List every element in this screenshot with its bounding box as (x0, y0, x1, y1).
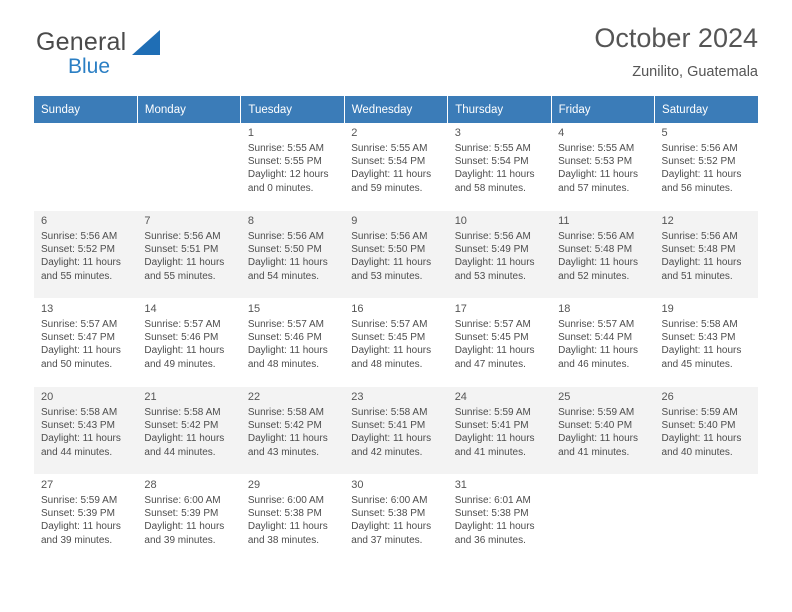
day-info-line: and 46 minutes. (558, 358, 630, 370)
day-number: 17 (454, 303, 467, 315)
day-info-line: Sunset: 5:39 PM (144, 508, 219, 520)
day-info-line: Sunset: 5:46 PM (247, 332, 322, 344)
day-info-line: Daylight: 11 hours (454, 521, 535, 533)
calendar-day-cell[interactable] (655, 299, 758, 387)
day-info-line: Daylight: 11 hours (454, 169, 535, 181)
day-info-line: Daylight: 11 hours (351, 257, 432, 269)
day-number: 21 (144, 391, 157, 403)
calendar-day-cell[interactable] (448, 475, 551, 563)
day-info-line: Sunrise: 5:58 AM (351, 407, 428, 418)
logo-triangle-icon (132, 30, 160, 55)
day-info-line: Sunset: 5:49 PM (454, 244, 529, 256)
calendar-day-cell[interactable] (34, 299, 137, 387)
day-sun-info (455, 230, 545, 283)
day-info-line: Daylight: 11 hours (247, 433, 328, 445)
day-info-line: Daylight: 11 hours (661, 257, 742, 269)
day-sun-info (455, 318, 545, 371)
day-info-line: Sunset: 5:44 PM (558, 332, 633, 344)
day-info-line: Daylight: 12 hours (247, 169, 329, 181)
weekday-header-friday: Friday (551, 96, 654, 123)
day-info-line: Daylight: 11 hours (351, 521, 432, 533)
day-info-line: Sunrise: 6:00 AM (144, 495, 221, 506)
calendar-day-cell[interactable] (344, 299, 447, 387)
day-info-line: and 58 minutes. (454, 182, 526, 194)
day-number: 7 (144, 215, 151, 227)
day-info-line: Daylight: 11 hours (558, 345, 638, 357)
day-number: 12 (661, 215, 674, 227)
day-sun-info (662, 142, 752, 195)
day-info-line: Sunrise: 5:59 AM (558, 407, 635, 418)
day-sun-info (558, 318, 648, 371)
day-info-line: Sunset: 5:45 PM (351, 332, 426, 344)
day-info-line: Daylight: 11 hours (144, 521, 225, 533)
logo-text-general: General (36, 28, 127, 56)
day-info-line: Sunset: 5:41 PM (454, 420, 529, 432)
day-info-line: and 39 minutes. (144, 534, 216, 546)
weekday-header-thursday: Thursday (448, 96, 551, 123)
calendar-week-row (34, 475, 758, 563)
day-info-line: Sunrise: 5:55 AM (247, 143, 324, 154)
day-number: 14 (144, 303, 157, 315)
day-info-line: Daylight: 11 hours (144, 345, 225, 357)
day-number: 15 (247, 303, 261, 315)
day-info-line: Daylight: 11 hours (351, 345, 432, 357)
day-info-line: Sunrise: 5:55 AM (558, 143, 635, 154)
day-info-line: Sunset: 5:48 PM (558, 244, 633, 256)
day-info-line: and 48 minutes. (247, 358, 320, 370)
day-number: 3 (454, 127, 461, 139)
day-info-line: Sunrise: 5:56 AM (41, 231, 118, 242)
calendar-day-cell[interactable] (241, 387, 344, 475)
day-info-line: Sunrise: 6:01 AM (454, 495, 531, 506)
calendar-day-cell[interactable] (344, 211, 447, 299)
day-sun-info (351, 318, 441, 371)
calendar-day-cell[interactable] (448, 211, 551, 299)
calendar-day-cell[interactable] (551, 123, 654, 211)
calendar-day-cell[interactable] (551, 299, 654, 387)
day-info-line: Sunset: 5:52 PM (661, 156, 736, 168)
title-block (594, 22, 758, 81)
day-info-line: and 44 minutes. (144, 446, 216, 458)
day-info-line: Daylight: 11 hours (661, 433, 742, 445)
day-info-line: and 53 minutes. (454, 270, 526, 282)
day-info-line: and 52 minutes. (558, 270, 630, 282)
day-number: 1 (247, 127, 254, 139)
weekday-header-monday: Monday (137, 96, 240, 123)
day-info-line: Daylight: 11 hours (558, 169, 638, 181)
day-info-line: Daylight: 11 hours (247, 345, 328, 357)
generalblue-logo (36, 28, 236, 84)
day-info-line: and 41 minutes. (558, 446, 630, 458)
day-info-line: and 0 minutes. (247, 182, 314, 194)
day-info-line: Sunrise: 5:59 AM (454, 407, 531, 418)
day-info-line: and 59 minutes. (351, 182, 423, 194)
calendar-day-cell[interactable] (344, 475, 447, 563)
day-sun-info (662, 230, 752, 283)
day-sun-info (351, 142, 441, 195)
day-info-line: Sunrise: 5:56 AM (454, 231, 531, 242)
day-info-line: Sunrise: 5:57 AM (144, 319, 221, 330)
day-info-line: Daylight: 11 hours (144, 257, 225, 269)
page-title: October 2024 (594, 23, 758, 53)
day-number: 23 (351, 391, 364, 403)
day-info-line: and 39 minutes. (41, 534, 113, 546)
day-info-line: and 57 minutes. (558, 182, 630, 194)
day-info-line: Daylight: 11 hours (144, 433, 225, 445)
day-sun-info (41, 318, 131, 371)
day-info-line: Sunrise: 5:56 AM (144, 231, 221, 242)
day-sun-info (144, 494, 234, 547)
day-info-line: Sunset: 5:40 PM (558, 420, 633, 432)
day-info-line: Daylight: 11 hours (351, 433, 432, 445)
day-sun-info (41, 406, 131, 459)
day-info-line: Daylight: 11 hours (558, 257, 638, 269)
day-info-line: Daylight: 11 hours (454, 345, 535, 357)
day-info-line: Sunrise: 5:57 AM (454, 319, 531, 330)
calendar-day-cell[interactable] (551, 211, 654, 299)
calendar-day-cell[interactable] (655, 211, 758, 299)
day-sun-info (248, 494, 338, 547)
day-info-line: Daylight: 11 hours (41, 433, 121, 445)
calendar-week-row (34, 211, 758, 299)
day-info-line: Sunrise: 5:56 AM (661, 231, 738, 242)
day-info-line: Sunset: 5:47 PM (41, 332, 115, 344)
calendar-day-cell[interactable] (655, 123, 758, 211)
day-info-line: Sunset: 5:42 PM (144, 420, 219, 432)
calendar-day-cell[interactable] (344, 387, 447, 475)
day-info-line: Sunrise: 6:00 AM (351, 495, 428, 506)
weekday-header-sunday: Sunday (34, 96, 137, 123)
calendar-empty-cell (551, 475, 654, 563)
day-info-line: Sunrise: 5:57 AM (247, 319, 324, 330)
day-sun-info (144, 318, 234, 371)
calendar-empty-cell (655, 475, 758, 563)
day-info-line: Sunset: 5:40 PM (661, 420, 736, 432)
day-sun-info (248, 230, 338, 283)
day-info-line: and 43 minutes. (247, 446, 320, 458)
calendar-day-cell[interactable] (655, 387, 758, 475)
day-info-line: Sunset: 5:41 PM (351, 420, 426, 432)
day-info-line: Sunset: 5:43 PM (661, 332, 736, 344)
calendar-day-cell[interactable] (137, 211, 240, 299)
weekday-header-wednesday: Wednesday (344, 96, 447, 123)
day-info-line: Sunrise: 5:59 AM (41, 495, 118, 506)
day-sun-info (144, 230, 234, 283)
day-sun-info (41, 494, 131, 547)
day-info-line: Daylight: 11 hours (41, 345, 121, 357)
day-number: 27 (41, 479, 54, 491)
day-number: 30 (351, 479, 364, 491)
day-info-line: Sunset: 5:39 PM (41, 508, 115, 520)
calendar-day-cell[interactable] (448, 299, 551, 387)
day-info-line: and 37 minutes. (351, 534, 423, 546)
day-number: 11 (558, 215, 570, 227)
day-sun-info (41, 230, 131, 283)
day-sun-info (662, 406, 752, 459)
day-number: 16 (351, 303, 364, 315)
day-sun-info (144, 406, 234, 459)
day-sun-info (351, 230, 441, 283)
day-info-line: and 40 minutes. (661, 446, 733, 458)
day-info-line: Sunrise: 6:00 AM (247, 495, 324, 506)
day-info-line: Daylight: 11 hours (661, 169, 742, 181)
day-number: 10 (454, 215, 467, 227)
day-info-line: Sunset: 5:48 PM (661, 244, 736, 256)
day-info-line: Sunrise: 5:55 AM (351, 143, 428, 154)
day-sun-info (558, 230, 648, 283)
day-info-line: and 36 minutes. (454, 534, 526, 546)
day-number: 29 (247, 479, 261, 491)
day-info-line: Sunset: 5:55 PM (247, 156, 322, 168)
day-info-line: Sunset: 5:50 PM (351, 244, 426, 256)
day-info-line: Daylight: 11 hours (558, 433, 638, 445)
calendar-day-cell[interactable] (241, 211, 344, 299)
weekday-header-row (34, 96, 758, 123)
day-info-line: Sunrise: 5:56 AM (661, 143, 738, 154)
calendar-empty-cell (137, 123, 240, 211)
day-number: 20 (41, 391, 54, 403)
day-info-line: and 42 minutes. (351, 446, 423, 458)
logo-text-blue: Blue (68, 55, 111, 78)
day-number: 25 (558, 391, 571, 403)
day-number: 6 (41, 215, 48, 227)
day-number: 2 (351, 127, 358, 139)
day-info-line: Sunset: 5:38 PM (351, 508, 426, 520)
day-sun-info (558, 142, 648, 195)
day-sun-info (248, 142, 338, 195)
calendar-day-cell[interactable] (34, 211, 137, 299)
calendar-week-row (34, 123, 758, 211)
day-info-line: Daylight: 11 hours (247, 521, 328, 533)
day-number: 4 (558, 127, 565, 139)
calendar-day-cell[interactable] (551, 387, 654, 475)
day-number: 28 (144, 479, 157, 491)
day-info-line: Sunset: 5:51 PM (144, 244, 219, 256)
day-sun-info (662, 318, 752, 371)
day-info-line: Sunset: 5:42 PM (247, 420, 322, 432)
day-info-line: Daylight: 11 hours (351, 169, 432, 181)
day-info-line: Sunset: 5:43 PM (41, 420, 115, 432)
calendar-day-cell[interactable] (241, 475, 344, 563)
weekday-header-saturday: Saturday (655, 96, 758, 123)
day-info-line: and 49 minutes. (144, 358, 216, 370)
day-info-line: Sunrise: 5:56 AM (351, 231, 428, 242)
day-info-line: and 44 minutes. (41, 446, 113, 458)
day-sun-info (455, 142, 545, 195)
day-info-line: Sunset: 5:52 PM (41, 244, 115, 256)
calendar-day-cell[interactable] (34, 387, 137, 475)
day-info-line: Sunset: 5:38 PM (454, 508, 529, 520)
day-info-line: Sunrise: 5:58 AM (247, 407, 324, 418)
day-info-line: Sunrise: 5:57 AM (41, 319, 118, 330)
day-info-line: and 47 minutes. (454, 358, 526, 370)
day-info-line: and 48 minutes. (351, 358, 423, 370)
day-info-line: Sunset: 5:38 PM (247, 508, 322, 520)
calendar-day-cell[interactable] (34, 475, 137, 563)
day-info-line: Daylight: 11 hours (454, 257, 535, 269)
day-number: 19 (661, 303, 674, 315)
day-info-line: Daylight: 11 hours (454, 433, 535, 445)
day-number: 13 (41, 303, 54, 315)
day-info-line: Sunrise: 5:56 AM (247, 231, 324, 242)
day-sun-info (351, 406, 441, 459)
calendar-day-cell[interactable] (137, 475, 240, 563)
day-sun-info (248, 406, 338, 459)
day-sun-info (248, 318, 338, 371)
day-info-line: and 55 minutes. (41, 270, 113, 282)
day-number: 18 (558, 303, 571, 315)
day-info-line: Sunrise: 5:55 AM (454, 143, 531, 154)
day-info-line: Sunset: 5:54 PM (454, 156, 529, 168)
day-info-line: Daylight: 11 hours (41, 521, 121, 533)
calendar-day-cell[interactable] (241, 299, 344, 387)
day-info-line: Sunrise: 5:58 AM (144, 407, 221, 418)
calendar-day-cell[interactable] (448, 123, 551, 211)
day-sun-info (351, 494, 441, 547)
day-info-line: Sunrise: 5:58 AM (661, 319, 738, 330)
day-number: 5 (661, 127, 668, 139)
location-subtitle: Zunilito, Guatemala (632, 64, 758, 80)
day-info-line: Daylight: 11 hours (41, 257, 121, 269)
sunrise-sunset-calendar (34, 96, 758, 563)
day-info-line: and 51 minutes. (661, 270, 733, 282)
calendar-day-cell[interactable] (344, 123, 447, 211)
day-info-line: and 38 minutes. (247, 534, 320, 546)
day-sun-info (455, 494, 545, 547)
weekday-header-tuesday: Tuesday (241, 96, 344, 123)
calendar-empty-cell (34, 123, 137, 211)
calendar-day-cell[interactable] (137, 299, 240, 387)
day-sun-info (455, 406, 545, 459)
calendar-week-row (34, 299, 758, 387)
day-info-line: Sunrise: 5:56 AM (558, 231, 635, 242)
day-number: 9 (351, 215, 358, 227)
day-number: 8 (247, 215, 254, 227)
day-info-line: Sunrise: 5:57 AM (558, 319, 635, 330)
day-number: 26 (661, 391, 674, 403)
calendar-day-cell[interactable] (137, 387, 240, 475)
day-info-line: and 54 minutes. (247, 270, 320, 282)
day-info-line: and 50 minutes. (41, 358, 113, 370)
day-number: 31 (454, 479, 467, 491)
day-info-line: Sunset: 5:50 PM (247, 244, 322, 256)
day-info-line: and 53 minutes. (351, 270, 423, 282)
day-info-line: Sunrise: 5:57 AM (351, 319, 428, 330)
day-info-line: Daylight: 11 hours (661, 345, 742, 357)
calendar-day-cell[interactable] (241, 123, 344, 211)
day-info-line: Daylight: 11 hours (247, 257, 328, 269)
day-info-line: and 45 minutes. (661, 358, 733, 370)
day-info-line: Sunrise: 5:59 AM (661, 407, 738, 418)
day-number: 22 (247, 391, 261, 403)
day-info-line: Sunset: 5:54 PM (351, 156, 426, 168)
day-info-line: and 41 minutes. (454, 446, 526, 458)
day-sun-info (558, 406, 648, 459)
day-info-line: Sunset: 5:53 PM (558, 156, 633, 168)
day-info-line: Sunrise: 5:58 AM (41, 407, 118, 418)
calendar-week-row (34, 387, 758, 475)
day-number: 24 (454, 391, 467, 403)
calendar-day-cell[interactable] (448, 387, 551, 475)
page-header (34, 0, 758, 96)
day-info-line: Sunset: 5:46 PM (144, 332, 219, 344)
day-info-line: and 56 minutes. (661, 182, 733, 194)
day-info-line: Sunset: 5:45 PM (454, 332, 529, 344)
day-info-line: and 55 minutes. (144, 270, 216, 282)
